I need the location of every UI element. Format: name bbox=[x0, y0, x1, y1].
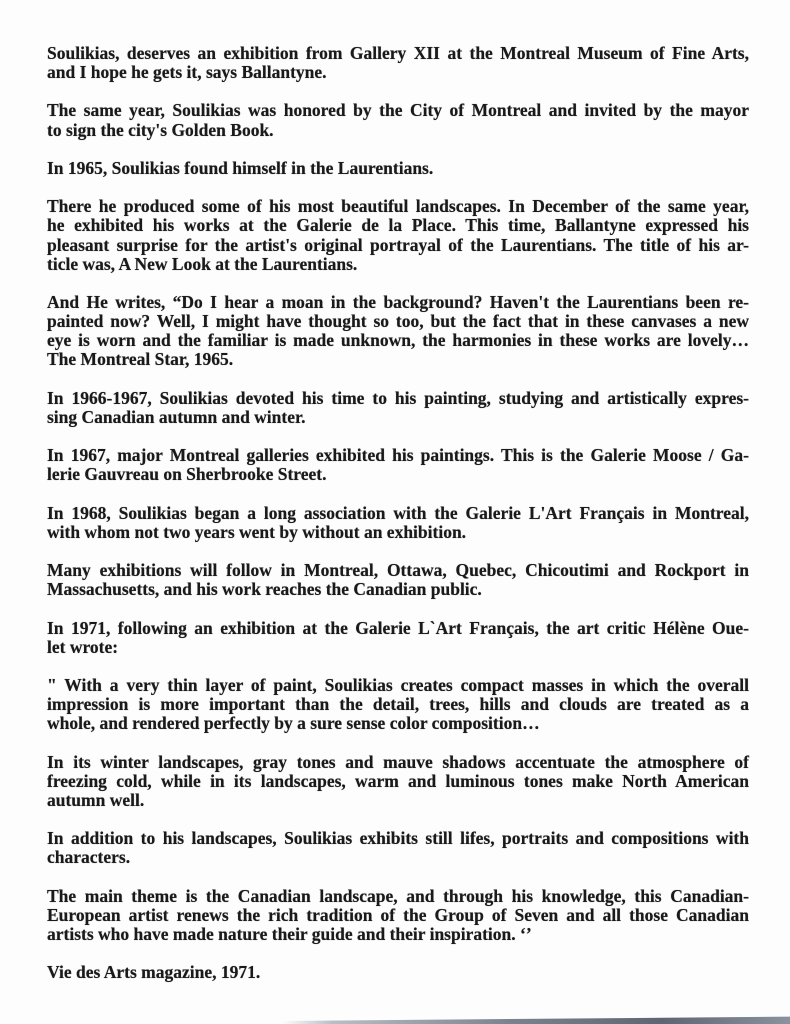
text-line: And He writes, “Do I hear a moan in the background? Haven't the Laurentians been re- bbox=[47, 291, 749, 312]
text-line: lerie Gauvreau on Sherbrooke Street. bbox=[47, 464, 327, 485]
text-line: he exhibited his works at the Galerie de la Place. This time, Ballantyne expressed his bbox=[47, 215, 749, 236]
paragraph bbox=[47, 561, 749, 599]
paragraph bbox=[47, 504, 749, 542]
paragraph bbox=[47, 197, 749, 274]
document-body bbox=[47, 44, 749, 982]
paragraph bbox=[47, 446, 749, 484]
text-line: sing Canadian autumn and winter. bbox=[47, 406, 306, 427]
text-line: The Montreal Star, 1965. bbox=[47, 349, 234, 370]
paragraph bbox=[47, 293, 749, 370]
text-line: to sign the city's Golden Book. bbox=[47, 119, 274, 140]
text-line: let wrote: bbox=[47, 636, 119, 657]
text-line: impression is more important than the detail, trees, hills and clouds are treated as a bbox=[47, 694, 749, 715]
text-line: " With a very thin layer of paint, Soulikias creates compact masses in which the overall bbox=[47, 675, 749, 695]
paragraph bbox=[47, 753, 749, 810]
paragraph bbox=[47, 101, 749, 139]
text-line: autumn well. bbox=[47, 789, 145, 810]
text-line: In 1966-1967, Soulikias devoted his time to his painting, studying and artistically expres- bbox=[47, 387, 749, 408]
paragraph bbox=[47, 829, 749, 867]
scan-edge-artifact bbox=[282, 1016, 790, 1024]
paragraph bbox=[47, 44, 749, 82]
text-line: In addition to his landscapes, Soulikias exhibits still lifes, portraits and compositions with bbox=[47, 828, 749, 849]
text-line: In 1967, major Montreal galleries exhibited his paintings. This is the Galerie Moose / Ga- bbox=[47, 445, 749, 466]
paragraph bbox=[47, 159, 749, 178]
text-line: Soulikias, deserves an exhibition from Gallery XII at the Montreal Museum of Fine Arts, bbox=[47, 43, 749, 63]
paragraph bbox=[47, 676, 749, 733]
text-line: Massachusetts, and his work reaches the Canadian public. bbox=[47, 579, 482, 600]
paragraph bbox=[47, 389, 749, 427]
paragraph bbox=[47, 887, 749, 944]
text-line: In 1968, Soulikias began a long association with the Galerie L'Art Français in Montreal, bbox=[47, 502, 749, 523]
text-line: The main theme is the Canadian landscape, and through his knowledge, this Canadian- bbox=[47, 885, 749, 906]
paragraph bbox=[47, 963, 749, 982]
text-line: In 1971, following an exhibition at the Galerie L`Art Français, the art critic Hélène Oue- bbox=[47, 617, 749, 638]
text-line: artists who have made nature their guide and their inspiration. ‘’ bbox=[47, 923, 532, 944]
text-line: Many exhibitions will follow in Montreal, Ottawa, Quebec, Chicoutimi and Rockport in bbox=[47, 560, 749, 581]
text-line: painted now? Well, I might have thought so too, but the fact that in these canvases a new bbox=[47, 311, 749, 332]
text-line: pleasant surprise for the artist's original portrayal of the Laurentians. The title of his ar- bbox=[47, 234, 749, 255]
text-line: and I hope he gets it, says Ballantyne. bbox=[47, 62, 327, 83]
text-line: characters. bbox=[47, 847, 131, 868]
text-line: freezing cold, while in its landscapes, warm and luminous tones make North American bbox=[47, 770, 749, 791]
text-line: eye is worn and the familiar is made unknown, the harmonies in these works are lovely… bbox=[47, 330, 749, 351]
text-line: European artist renews the rich tradition of the Group of Seven and all those Canadian bbox=[47, 904, 749, 925]
text-line: whole, and rendered perfectly by a sure sense color composition… bbox=[47, 713, 540, 734]
text-line: The same year, Soulikias was honored by the City of Montreal and invited by the mayor bbox=[47, 100, 749, 121]
text-line: There he produced some of his most beautiful landscapes. In December of the same year, bbox=[47, 196, 749, 217]
text-line: Vie des Arts magazine, 1971. bbox=[47, 962, 261, 983]
text-line: ticle was, A New Look at the Laurentians. bbox=[47, 253, 358, 274]
text-line: In its winter landscapes, gray tones and mauve shadows accentuate the atmosphere of bbox=[47, 751, 749, 772]
text-line: with whom not two years went by without an exhibition. bbox=[47, 521, 467, 542]
text-line: In 1965, Soulikias found himself in the Laurentians. bbox=[47, 157, 434, 178]
paragraph bbox=[47, 619, 749, 657]
